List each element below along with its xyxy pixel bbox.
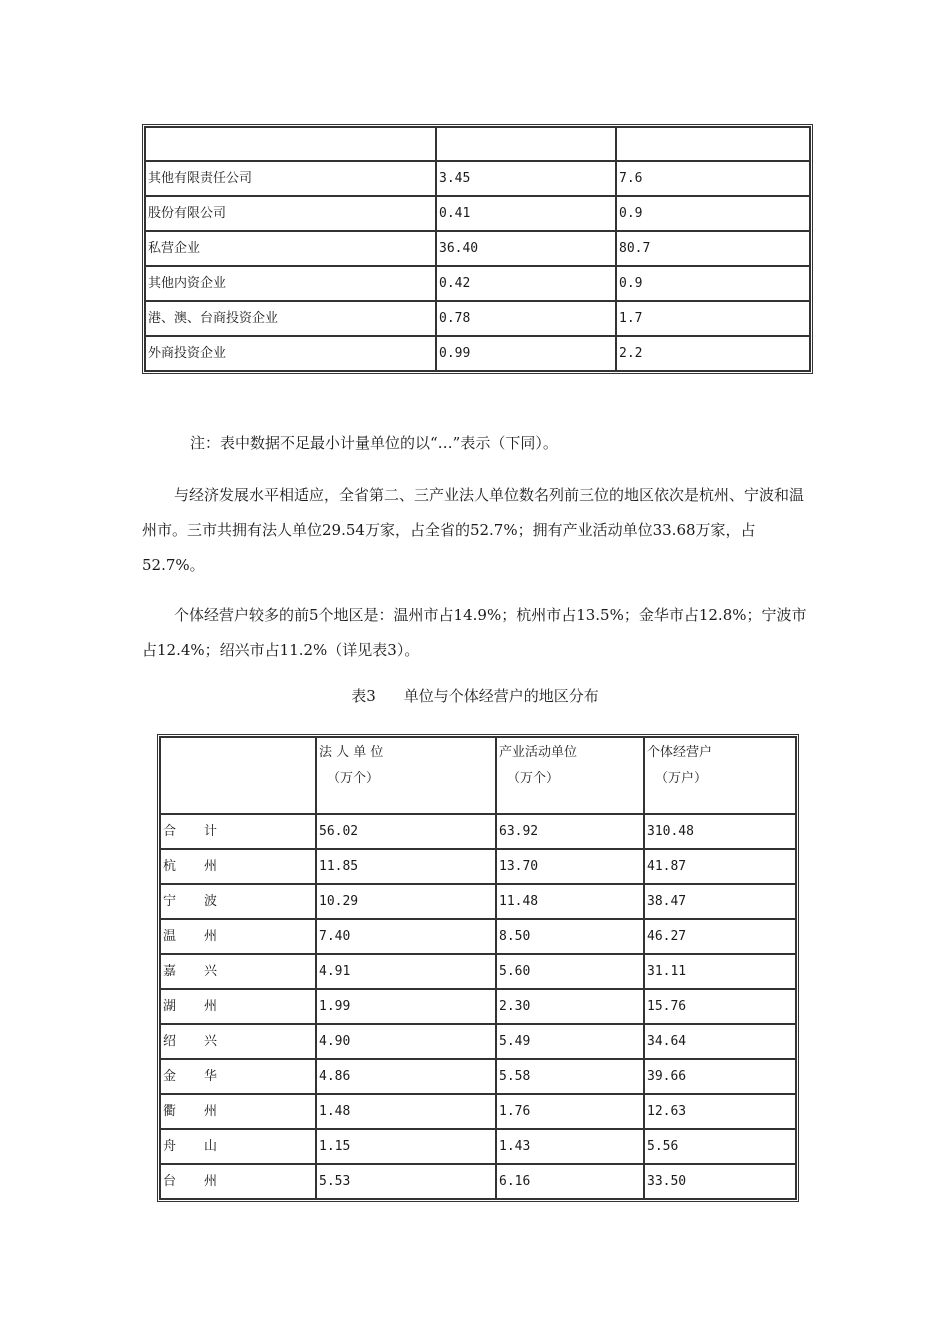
region-char: 兴 [204,1034,218,1049]
table-row [145,231,810,266]
value-cell: 5.49 [496,1024,644,1059]
table-caption [0,682,950,710]
value-cell: 41.87 [644,849,796,884]
region-cell [160,849,316,884]
region-cell [160,954,316,989]
region-cell [160,1129,316,1164]
table-header-row [145,127,810,161]
table-row [160,989,796,1024]
regional-distribution-table [157,734,799,1202]
table-header-cell [160,737,316,814]
value-cell: 11.85 [316,849,496,884]
value-cell: 7.6 [616,161,810,196]
table-number: 表3 [351,687,376,705]
value-cell: 12.63 [644,1094,796,1129]
value-cell: 31.11 [644,954,796,989]
region-char: 台 [163,1174,177,1189]
column-unit: （万个） [507,771,560,786]
value-cell: 2.2 [616,336,810,371]
value-cell: 2.30 [496,989,644,1024]
column-name: 法 人 单 位 [319,745,384,760]
region-char: 舟 [163,1139,177,1154]
table-row [145,196,810,231]
region-char: 山 [204,1139,218,1154]
table-row [160,1059,796,1094]
value-cell: 7.40 [316,919,496,954]
table-header-cell [316,737,496,814]
value-cell: 0.9 [616,266,810,301]
value-cell: 38.47 [644,884,796,919]
value-cell: 10.29 [316,884,496,919]
table-header-cell [496,737,644,814]
region-cell [160,1164,316,1199]
table-header-row [160,737,796,814]
value-cell: 5.53 [316,1164,496,1199]
value-cell: 4.86 [316,1059,496,1094]
table-title: 单位与个体经营户的地区分布 [403,687,599,705]
region-char: 计 [204,824,218,839]
table-row [160,849,796,884]
value-cell: 5.56 [644,1129,796,1164]
table-row [160,954,796,989]
region-char: 州 [204,929,218,944]
value-cell: 8.50 [496,919,644,954]
value-cell: 4.90 [316,1024,496,1059]
value-cell: 36.40 [436,231,616,266]
value-cell: 1.48 [316,1094,496,1129]
value-cell: 15.76 [644,989,796,1024]
table-row [160,1094,796,1129]
region-char: 州 [204,1174,218,1189]
value-cell: 6.16 [496,1164,644,1199]
column-unit: （万户） [655,771,708,786]
region-cell [160,1094,316,1129]
paragraph-legal-units: 与经济发展水平相适应，全省第二、三产业法人单位数名列前三位的地区依次是杭州、宁波和温州市。三市共拥有法人单位29.54万家，占全省的52.7%；拥有产业活动单位33.68万家，占52.7%。 [142,486,805,574]
region-char: 合 [163,824,177,839]
region-cell [160,814,316,849]
value-cell: 5.58 [496,1059,644,1094]
enterprise-type-cell: 股份有限公司 [145,196,436,231]
region-char: 衢 [163,1104,177,1119]
region-char: 绍 [163,1034,177,1049]
table-row [145,266,810,301]
table-row [145,161,810,196]
value-cell: 0.9 [616,196,810,231]
value-cell: 34.64 [644,1024,796,1059]
table-row [145,301,810,336]
value-cell: 1.76 [496,1094,644,1129]
value-cell: 4.91 [316,954,496,989]
region-char: 嘉 [163,964,177,979]
table-row [160,1164,796,1199]
value-cell: 1.15 [316,1129,496,1164]
value-cell: 1.99 [316,989,496,1024]
region-char: 州 [204,1104,218,1119]
value-cell: 63.92 [496,814,644,849]
table-header-cell [436,127,616,161]
enterprise-type-table-body [145,127,810,371]
region-char: 华 [204,1069,218,1084]
table-header-cell [616,127,810,161]
column-name: 产业活动单位 [499,745,578,760]
region-cell [160,989,316,1024]
value-cell: 11.48 [496,884,644,919]
table-row [160,1129,796,1164]
table-note: 注：表中数据不足最小计量单位的以“…”表示（下同）。 [190,434,558,452]
enterprise-type-cell: 其他有限责任公司 [145,161,436,196]
regional-distribution-table-body [160,737,796,1199]
value-cell: 0.78 [436,301,616,336]
column-unit: （万个） [327,771,380,786]
column-name: 个体经营户 [647,745,713,760]
region-char: 温 [163,929,177,944]
region-char: 湖 [163,999,177,1014]
table-row [160,1024,796,1059]
region-char: 金 [163,1069,177,1084]
value-cell: 5.60 [496,954,644,989]
region-char: 兴 [204,964,218,979]
value-cell: 0.99 [436,336,616,371]
paragraph-individual-households: 个体经营户较多的前5个地区是：温州市占14.9%；杭州市占13.5%；金华市占12.8%；宁波市占12.4%；绍兴市占11.2%（详见表3）。 [142,606,807,659]
value-cell: 80.7 [616,231,810,266]
region-cell [160,919,316,954]
enterprise-type-table [142,124,813,374]
region-char: 州 [204,999,218,1014]
value-cell: 13.70 [496,849,644,884]
region-cell [160,1059,316,1094]
value-cell: 56.02 [316,814,496,849]
value-cell: 1.43 [496,1129,644,1164]
region-char: 波 [204,894,218,909]
enterprise-type-cell: 其他内资企业 [145,266,436,301]
column-name [163,746,313,772]
value-cell: 1.7 [616,301,810,336]
enterprise-type-cell: 外商投资企业 [145,336,436,371]
value-cell: 3.45 [436,161,616,196]
region-char: 州 [204,859,218,874]
value-cell: 0.41 [436,196,616,231]
value-cell: 310.48 [644,814,796,849]
table-row [160,884,796,919]
value-cell: 46.27 [644,919,796,954]
value-cell: 33.50 [644,1164,796,1199]
region-char: 宁 [163,894,177,909]
enterprise-type-cell: 私营企业 [145,231,436,266]
value-cell: 0.42 [436,266,616,301]
enterprise-type-cell: 港、澳、台商投资企业 [145,301,436,336]
table-header-cell [145,127,436,161]
region-cell [160,1024,316,1059]
region-cell [160,884,316,919]
value-cell: 39.66 [644,1059,796,1094]
table-row [160,814,796,849]
region-char: 杭 [163,859,177,874]
table-row [145,336,810,371]
table-header-cell [644,737,796,814]
table-row [160,919,796,954]
